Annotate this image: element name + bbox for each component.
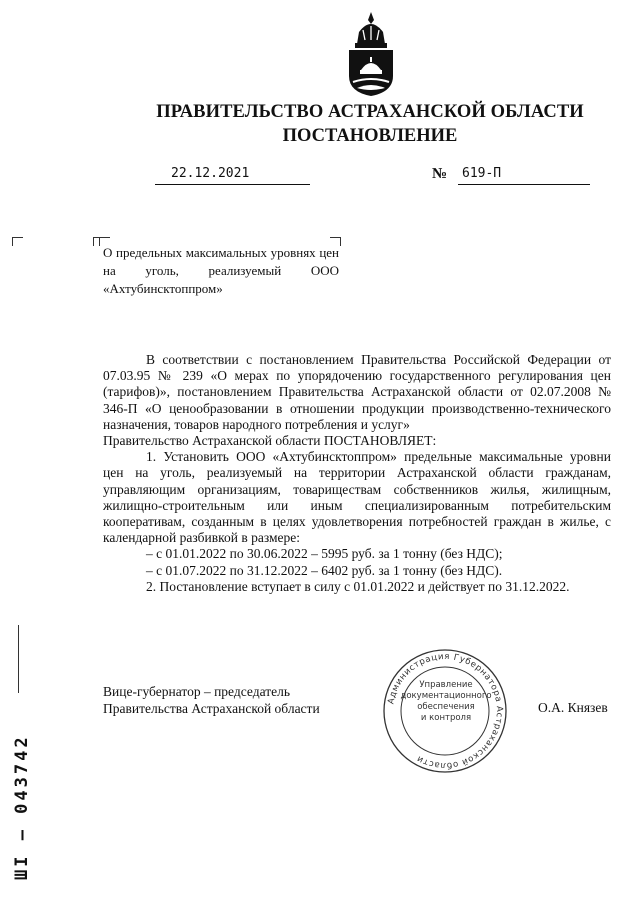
stamp-line-4: и контроля bbox=[420, 713, 472, 723]
margin-line bbox=[18, 625, 19, 693]
form-serial-number bbox=[10, 720, 32, 880]
document-type-title: ПОСТАНОВЛЕНИЕ bbox=[282, 126, 458, 146]
price-item-1: – с 01.01.2022 по 30.06.2022 – 5995 руб. за 1 тонну (без НДС); bbox=[146, 546, 503, 562]
price-item-2: – с 01.07.2022 по 31.12.2022 – 6402 руб. за 1 тонну (без НДС). bbox=[146, 562, 503, 578]
stamp-line-3: обеспечения bbox=[417, 702, 475, 712]
point-1-paragraph: 1. Установить ООО «Ахтубинсктоппром» предельные максимальные уровни цен на уголь, реализуемый на территории Астраханской области гражданам, управляющим организациям, товариществам собственников жилья, жилищным, жилищно-строительным или иным специализированным потребительским кооперативам, созданным в целях удовлетворения потребностей граждан в жилье, с календарной разбивкой в размере: bbox=[103, 449, 611, 546]
document-number: 619-П bbox=[458, 166, 590, 185]
signatory-position bbox=[103, 683, 320, 717]
document-subject: О предельных максимальных уровнях цен на уголь, реализуемый ООО «Ахтубинсктоппром» bbox=[103, 245, 339, 296]
signatory-position-line-2: Правительства Астраханской области bbox=[103, 701, 320, 716]
number-label: № bbox=[432, 166, 448, 182]
signatory-position-line-1: Вице-губернатор – председатель bbox=[103, 684, 290, 699]
point-2-paragraph: 2. Постановление вступает в силу с 01.01.2022 и действует по 31.12.2022. bbox=[146, 578, 570, 594]
document-body bbox=[103, 352, 611, 595]
serial-text: ШI – 043742 bbox=[12, 734, 32, 880]
signatory-name: О.А. Князев bbox=[538, 700, 608, 715]
left-corner-mark bbox=[12, 237, 23, 246]
document-date: 22.12.2021 bbox=[155, 166, 310, 185]
preamble-paragraph: В соответствии с постановлением Правительства Российской Федерации от 07.03.95 № 239 «О мерах по упорядочению государственного регулирования цен (тарифов)», постановлением Правительства Астраханской области от 02.07.2008 № 346-П «О ценообразовании в отношении продукции производственно-технического назначения, товаров народного потребления и услуг» bbox=[103, 352, 611, 432]
stamp-line-2: документационного bbox=[400, 691, 492, 701]
government-title: ПРАВИТЕЛЬСТВО АСТРАХАНСКОЙ ОБЛАСТИ bbox=[156, 102, 584, 122]
resolves-paragraph: Правительство Астраханской области ПОСТАНОВЛЯЕТ: bbox=[103, 433, 437, 449]
stamp-ring-text: Администрация Губернатора Астраханской области bbox=[386, 651, 505, 771]
stamp-inner-text bbox=[394, 680, 498, 724]
coat-of-arms-emblem bbox=[341, 10, 401, 98]
stamp-line-1: Управление bbox=[419, 680, 473, 690]
